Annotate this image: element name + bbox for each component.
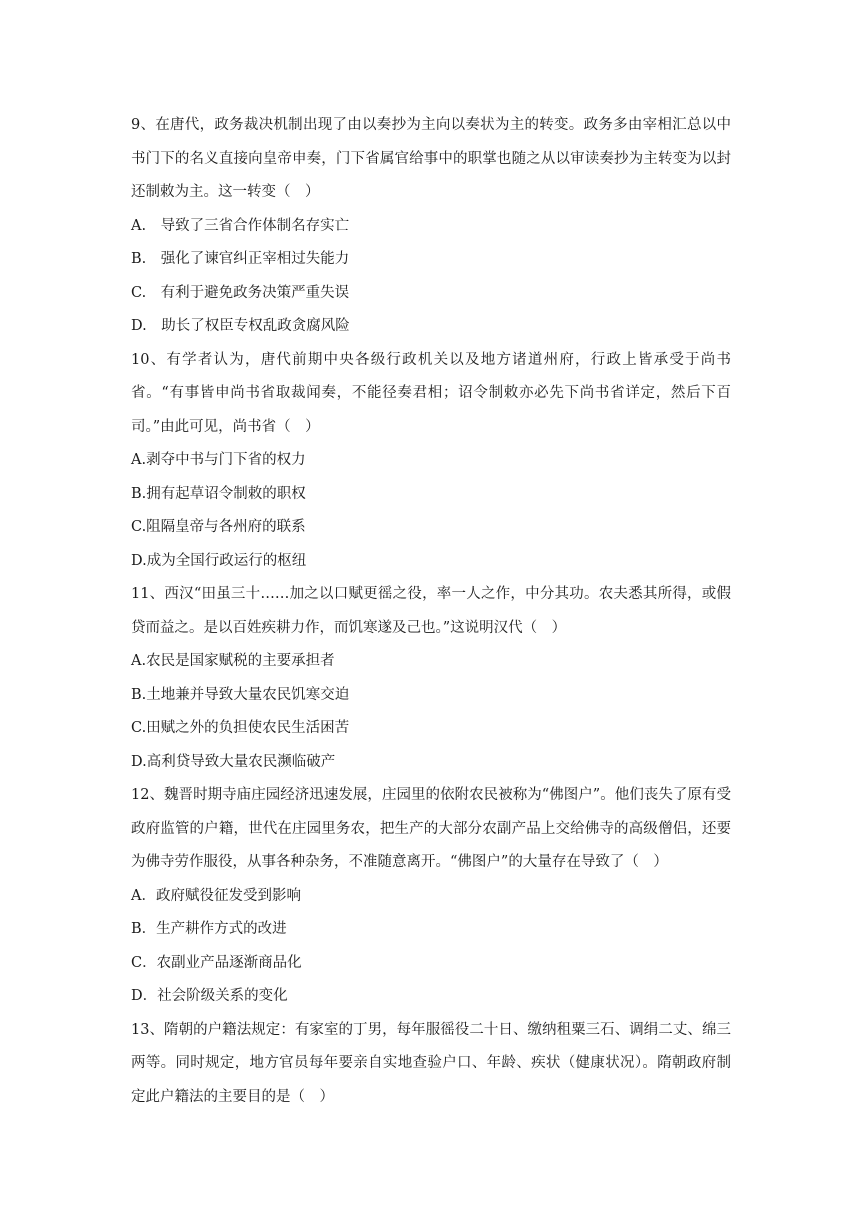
question-9 (131, 109, 731, 344)
question-stem: 10、有学者认为，唐代前期中央各级行政机关以及地方诸道州府，行政上皆承受于尚书省。“有事皆申尚书省取裁闻奏，不能径奏君相；诏令制敕亦必先下尚书省详定，然后下百司。”由此可见，尚书省（ ） (131, 351, 731, 435)
option-c: C. 有利于避免政务决策严重失误 (131, 284, 350, 301)
option-c: C．农副业产品逐渐商品化 (131, 954, 302, 971)
option-d: D．社会阶级关系的变化 (131, 988, 288, 1004)
question-stem: 13、隋朝的户籍法规定：有家室的丁男，每年服徭役二十日、缴纳租粟三石、调绢二丈、绵三两等。同时规定，地方官员每年要亲自实地查验户口、年龄、疾状（健康状况）。隋朝政府制定此户籍法的主要目的是（ ） (131, 1021, 731, 1105)
question-stem: 12、魏晋时期寺庙庄园经济迅速发展，庄园里的依附农民被称为“佛图户”。他们丧失了原有受政府监管的户籍，世代在庄园里务农，把生产的大部分农副产品上交给佛寺的高级僧侣，还要为佛寺劳作服役，从事各种杂务，不准随意离开。“佛图户”的大量存在导致了（ ） (131, 787, 731, 870)
question-11 (131, 578, 731, 779)
option-b: B．生产耕作方式的改进 (131, 921, 287, 937)
question-12 (131, 779, 731, 1014)
option-d: D.高利贷导致大量农民濒临破产 (131, 753, 336, 770)
option-b: B.土地兼并导致大量农民饥寒交迫 (131, 686, 350, 703)
document-page (131, 109, 731, 1114)
question-13 (131, 1014, 731, 1115)
question-stem: 9、在唐代，政务裁决机制出现了由以奏抄为主向以奏状为主的转变。政务多由宰相汇总以中书门下的名义直接向皇帝申奏，门下省属官给事中的职掌也随之从以审读奏抄为主转变为以封还制敕为主。这一转变（ ） (131, 117, 731, 200)
question-stem: 11、西汉“田虽三十……加之以口赋更徭之役，率一人之作，中分其功。农夫悉其所得，或假贷而益之。是以百姓疾耕力作，而饥寒遂及己也。”这说明汉代（ ） (131, 586, 731, 636)
option-b: B. 强化了谏官纠正宰相过失能力 (131, 251, 350, 267)
option-b: B.拥有起草诏令制敕的职权 (131, 485, 306, 502)
option-a: A. 导致了三省合作体制名存实亡 (131, 217, 350, 234)
option-c: C.阻隔皇帝与各州府的联系 (131, 519, 306, 535)
option-a: A.农民是国家赋税的主要承担者 (131, 653, 335, 669)
option-d: D. 助长了权臣专权乱政贪腐风险 (131, 318, 350, 334)
option-d: D.成为全国行政运行的枢纽 (131, 552, 307, 569)
option-c: C.田赋之外的负担使农民生活困苦 (131, 720, 350, 736)
option-a: A.剥夺中书与门下省的权力 (131, 452, 306, 468)
question-10 (131, 344, 731, 579)
option-a: A．政府赋役征发受到影响 (131, 887, 301, 904)
